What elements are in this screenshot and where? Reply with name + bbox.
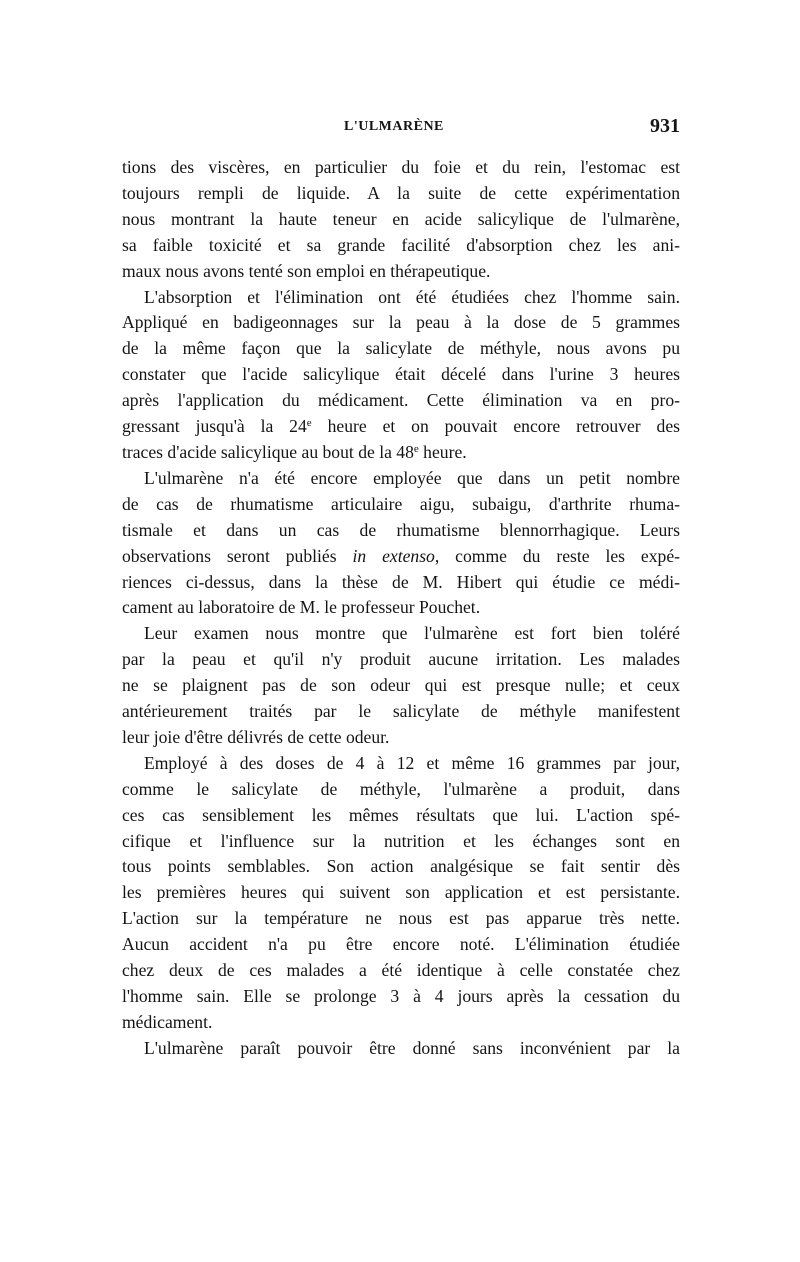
text-line: l'homme sain. Elle se prolonge 3 à 4 jours après la cessation du	[122, 986, 680, 1006]
body-text	[122, 155, 680, 1062]
text-line: de cas de rhumatisme articulaire aigu, subaigu, d'arthrite rhuma-	[122, 493, 680, 514]
paragraph-2	[122, 285, 680, 466]
text-line: tismale et dans un cas de rhumatisme blennorrhagique. Leurs	[122, 519, 680, 540]
text-line: sa faible toxicité et sa grande facilité d'absorption chez les ani-	[122, 234, 680, 255]
text-line: L'absorption et l'élimination ont été étudiées chez l'homme sain.	[144, 286, 680, 307]
text-line: tions des viscères, en particulier du foie et du rein, l'estomac est	[122, 157, 680, 177]
text-line: ces cas sensiblement les mêmes résultats que lui. L'action spé-	[122, 804, 680, 825]
superscript: e	[306, 417, 312, 430]
text-segment: gressant jusqu'à la 24	[122, 416, 307, 437]
text-segment: heure et on pouvait encore retrouver des	[311, 416, 680, 437]
text-line: les premières heures qui suivent son application et est persistante.	[122, 882, 680, 903]
text-line	[122, 414, 680, 440]
text-line: L'action sur la température ne nous est pas apparue très nette.	[122, 908, 680, 929]
text-line: L'ulmarène paraît pouvoir être donné sans inconvénient par la	[144, 1037, 680, 1058]
paragraph-1	[122, 155, 680, 285]
text-line: nous montrant la haute teneur en acide salicylique de l'ulmarène,	[122, 208, 680, 229]
page-number: 931	[650, 115, 680, 137]
superscript: e	[413, 442, 419, 455]
running-head	[122, 115, 680, 145]
text-segment: heure.	[418, 441, 467, 462]
paragraph-3	[122, 466, 680, 621]
text-line: Appliqué en badigeonnages sur la peau à la dose de 5 grammes	[122, 312, 680, 333]
text-line: toujours rempli de liquide. A la suite de cette expérimentation	[122, 182, 680, 203]
text-segment: traces d'acide salicylique au bout de la 48	[122, 441, 414, 462]
italic-phrase: in extenso	[352, 545, 435, 566]
text-line: ne se plaignent pas de son odeur qui est presque nulle; et ceux	[122, 675, 680, 696]
text-line: L'ulmarène n'a été encore employée que dans un petit nombre	[144, 467, 680, 488]
paragraph-4	[122, 621, 680, 751]
text-line: par la peau et qu'il n'y produit aucune irritation. Les malades	[122, 649, 680, 670]
text-line: constater que l'acide salicylique était décelé dans l'urine 3 heures	[122, 364, 680, 385]
text-line: après l'application du médicament. Cette élimination va en pro-	[122, 390, 680, 411]
text-line: tous points semblables. Son action analgésique se fait sentir dès	[122, 856, 680, 877]
text-line: leur joie d'être délivrés de cette odeur.	[122, 726, 390, 747]
text-segment: , comme du reste les expé-	[434, 545, 680, 566]
text-line: antérieurement traités par le salicylate de méthyle manifestent	[122, 701, 680, 722]
text-line: chez deux de ces malades a été identique à celle constatée chez	[122, 960, 680, 981]
text-line: médicament.	[122, 1011, 213, 1032]
text-segment: observations seront publiés	[122, 545, 353, 566]
text-line: cament au laboratoire de M. le professeur Pouchet.	[122, 597, 481, 618]
text-line: Aucun accident n'a pu être encore noté. L'élimination étudiée	[122, 934, 680, 955]
text-line	[122, 440, 680, 466]
text-line: comme le salicylate de méthyle, l'ulmarène a produit, dans	[122, 778, 680, 799]
text-line: Leur examen nous montre que l'ulmarène est fort bien toléré	[144, 623, 680, 644]
paragraph-6	[122, 1036, 680, 1062]
text-line: Employé à des doses de 4 à 12 et même 16 grammes par jour,	[144, 752, 680, 773]
text-line: maux nous avons tenté son emploi en thérapeutique.	[122, 260, 491, 281]
text-line: riences ci-dessus, dans la thèse de M. Hibert qui étudie ce médi-	[122, 571, 680, 592]
text-line: de la même façon que la salicylate de méthyle, nous avons pu	[122, 338, 680, 359]
text-line: cifique et l'influence sur la nutrition et les échanges sont en	[122, 830, 680, 851]
running-title: L'ULMARÈNE	[344, 119, 444, 134]
paragraph-5	[122, 751, 680, 1036]
text-line	[122, 544, 680, 570]
